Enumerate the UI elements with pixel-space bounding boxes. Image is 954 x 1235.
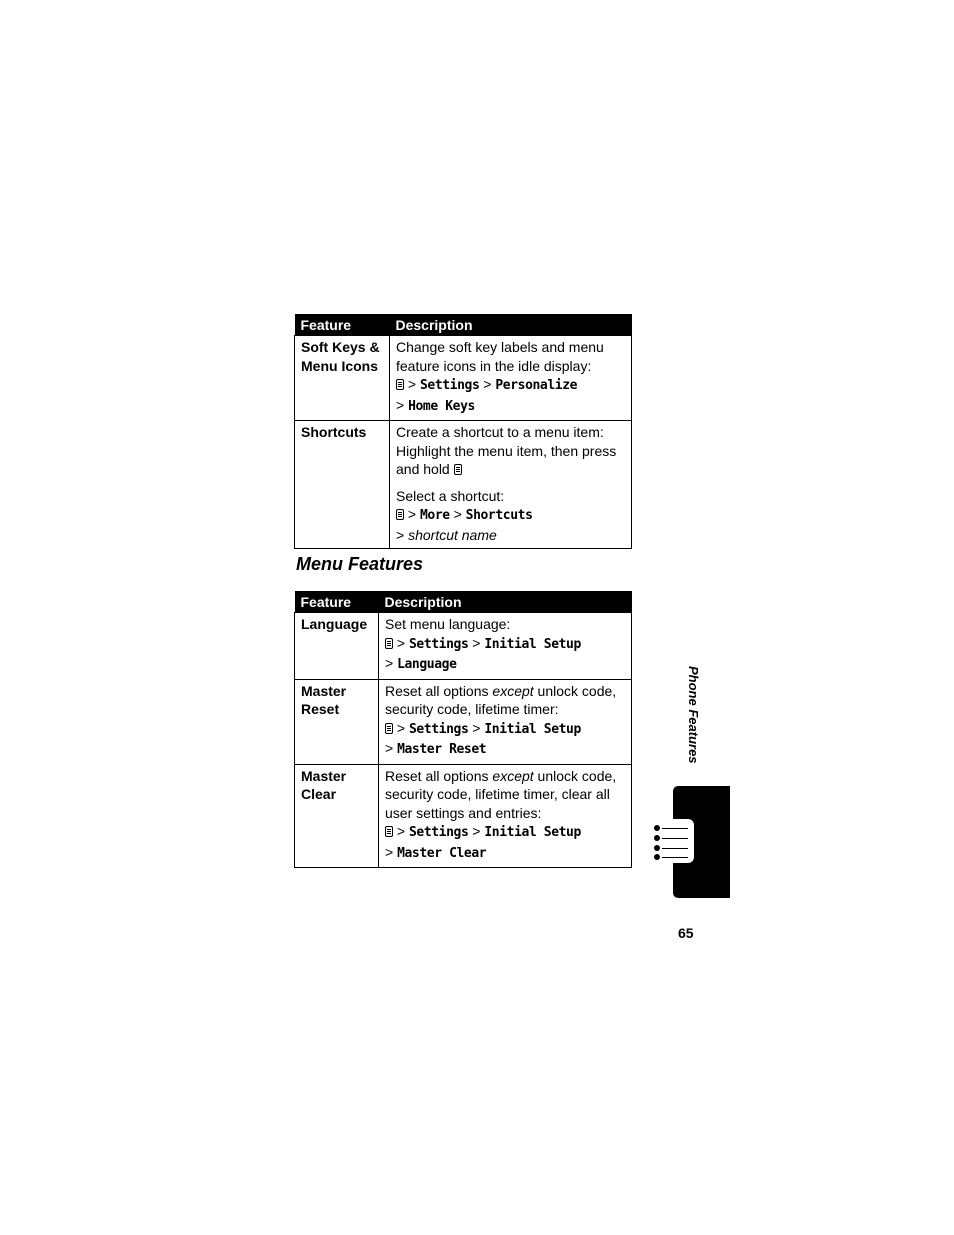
menu-path-item: Master Clear <box>397 845 487 861</box>
header-description: Description <box>390 314 632 336</box>
path-separator: > <box>472 719 481 736</box>
table-header-row <box>295 591 632 613</box>
path-separator: > <box>396 396 405 413</box>
emphasis-text: except <box>492 767 534 784</box>
path-separator: > <box>407 376 417 392</box>
menu-path-item: Shortcuts <box>465 508 533 523</box>
header-description: Description <box>379 591 632 613</box>
path-separator: > <box>385 655 394 671</box>
feature-name-line: Reset <box>301 701 340 717</box>
description-text: Reset all options <box>385 682 493 699</box>
feature-cell <box>295 336 390 421</box>
menu-path-item: Settings <box>408 825 469 840</box>
list-bullet-icon <box>654 845 660 851</box>
menu-path-placeholder: shortcut name <box>408 526 497 543</box>
menu-path-item: Personalize <box>495 378 578 393</box>
table-row <box>295 421 632 549</box>
list-line <box>662 838 688 839</box>
paragraph-gap <box>396 479 625 487</box>
list-line <box>662 828 688 829</box>
description-text: unlock code, <box>533 767 617 784</box>
description-text: Set menu language: <box>385 616 511 632</box>
description-text: Highlight the menu item, then press <box>396 442 617 459</box>
menu-path-item: Settings <box>408 721 469 737</box>
description-cell <box>390 336 632 421</box>
path-separator: > <box>396 719 406 736</box>
menu-path-item: Master Reset <box>397 742 487 757</box>
header-feature: Feature <box>295 591 379 613</box>
menu-path-item: Initial Setup <box>484 721 581 737</box>
list-bullet-icon <box>654 835 660 841</box>
table-row <box>295 336 632 421</box>
menu-path-item: Settings <box>408 636 469 652</box>
path-separator: > <box>385 740 394 756</box>
description-text: and hold <box>396 461 450 477</box>
feature-name-line: Soft Keys & <box>301 339 380 355</box>
description-text: Select a shortcut: <box>396 487 505 504</box>
menu-key-icon <box>385 638 393 649</box>
description-text: user settings and entries: <box>385 804 542 821</box>
menu-path-item: Initial Setup <box>484 825 581 840</box>
menu-key-icon <box>385 826 393 837</box>
feature-name-line: Clear <box>301 786 337 802</box>
description-cell <box>390 421 632 549</box>
table-header-row <box>295 314 632 336</box>
description-text: unlock code, <box>533 682 617 699</box>
path-separator: > <box>385 843 394 860</box>
feature-name-line: Master <box>301 682 347 699</box>
menu-path-item: More <box>419 508 450 523</box>
description-cell <box>379 764 632 868</box>
path-separator: > <box>472 823 481 839</box>
table-row <box>295 764 632 868</box>
side-section-label: Phone Features <box>686 666 701 764</box>
menu-path-item: Settings <box>419 378 480 393</box>
menu-key-icon <box>396 379 404 390</box>
path-separator: > <box>396 634 406 651</box>
path-separator: > <box>396 823 406 839</box>
description-cell <box>379 613 632 680</box>
path-separator: > <box>407 506 417 522</box>
list-bullet-icon <box>654 825 660 831</box>
section-title: Menu Features <box>296 554 424 574</box>
description-text: security code, lifetime timer: <box>385 701 559 717</box>
feature-cell <box>295 679 379 764</box>
emphasis-text: except <box>492 682 534 699</box>
list-line <box>662 848 688 849</box>
description-text: security code, lifetime timer, clear all <box>385 786 610 802</box>
list-line <box>662 857 688 858</box>
feature-table-menu <box>294 591 632 868</box>
path-separator: > <box>396 526 405 543</box>
path-separator: > <box>453 506 462 522</box>
header-feature: Feature <box>295 314 390 336</box>
description-cell <box>379 679 632 764</box>
table-row <box>295 679 632 764</box>
path-separator: > <box>472 634 481 651</box>
feature-table-personalize <box>294 314 632 549</box>
feature-name-line: Menu Icons <box>301 357 379 374</box>
feature-cell: Shortcuts <box>295 421 390 549</box>
menu-key-icon <box>396 509 404 520</box>
description-text: Create a shortcut to a menu item: <box>396 424 604 440</box>
menu-path-item: Language <box>397 657 457 672</box>
list-bullet-icon <box>654 854 660 860</box>
table-row <box>295 613 632 680</box>
feature-name-line: Master <box>301 767 347 784</box>
menu-path-item: Initial Setup <box>484 636 581 652</box>
menu-key-icon <box>454 464 462 475</box>
menu-path-item: Home Keys <box>408 398 475 414</box>
menu-key-icon <box>385 723 393 734</box>
path-separator: > <box>483 376 492 392</box>
description-text: Reset all options <box>385 767 493 784</box>
description-text: feature icons in the idle display: <box>396 357 592 374</box>
feature-cell: Language <box>295 613 379 680</box>
description-text: Change soft key labels and menu <box>396 339 604 355</box>
feature-cell <box>295 764 379 868</box>
page-number: 65 <box>678 925 694 941</box>
